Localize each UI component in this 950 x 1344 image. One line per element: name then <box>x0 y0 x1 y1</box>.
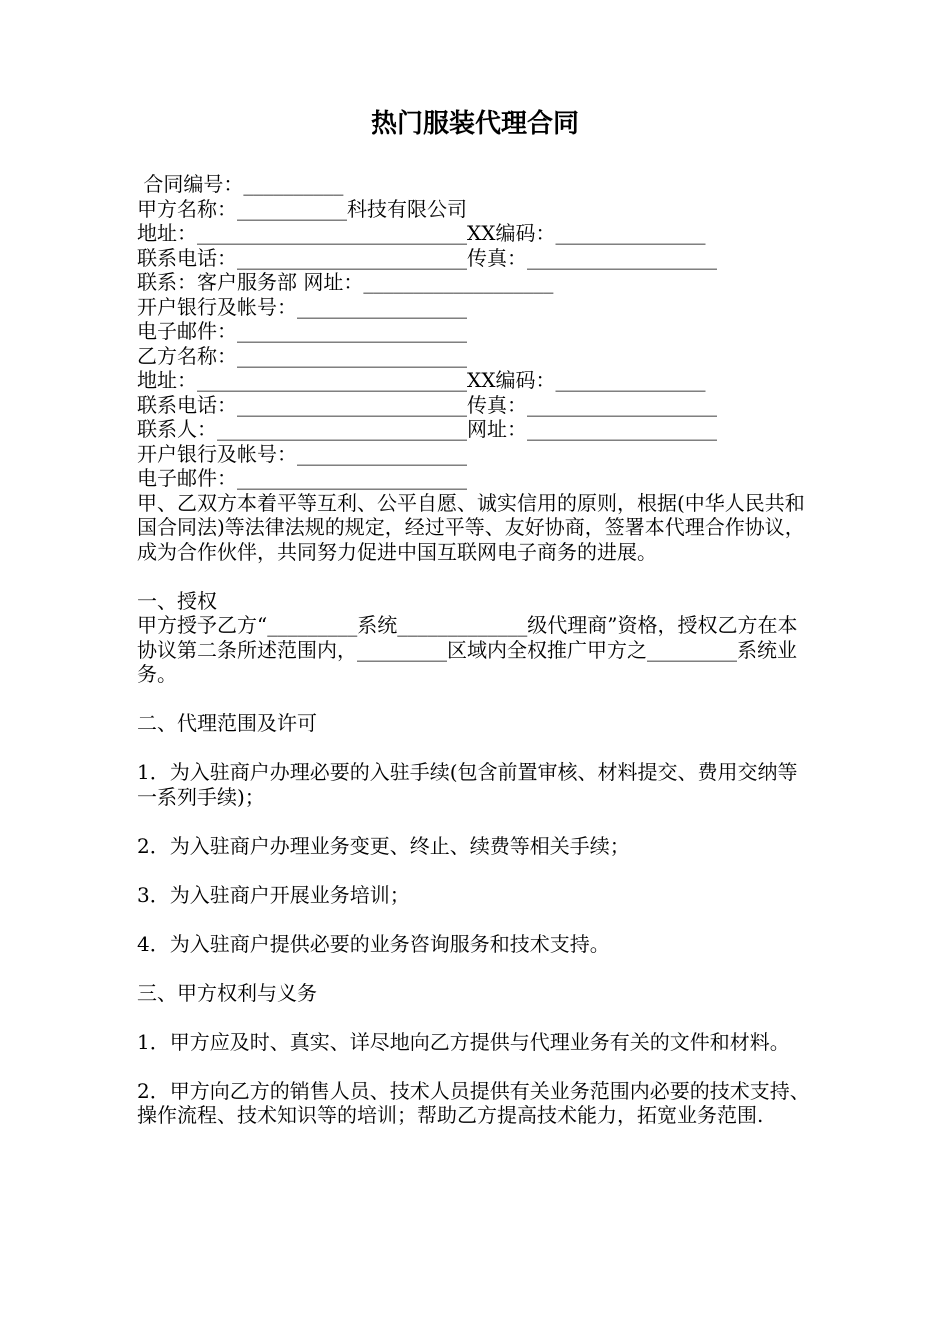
document-title: 热门服装代理合同 <box>370 109 579 139</box>
spacer <box>137 907 817 932</box>
party-a-name-line: 甲方名称：___________科技有限公司 <box>137 196 467 221</box>
section-2-item: 4．为入驻商户提供必要的业务咨询服务和技术支持。 <box>137 931 610 956</box>
section-3-item: 2．甲方向乙方的销售人员、技术人员提供有关业务范围内必要的技术支持、操作流程、技术知识等的培训；帮助乙方提高技术能力，拓宽业务范围. <box>137 1078 810 1127</box>
party-a-address-line: 地址：___________________________XX编码：_______________ <box>137 221 706 245</box>
spacer <box>137 809 817 834</box>
section-2-item: 3．为入驻商户开展业务培训； <box>137 882 410 907</box>
party-b-phone-line: 联系电话：_______________________传真：___________________ <box>137 392 717 417</box>
party-a-contact-line: 联系：客户服务部 网址：___________________ <box>137 270 554 294</box>
spacer <box>137 736 817 761</box>
spacer <box>137 564 817 589</box>
party-b-contact-line: 联系人：_________________________网址：___________________ <box>137 417 717 441</box>
contract-number-line: 合同编号：__________ <box>137 172 344 196</box>
section-3-heading: 三、甲方权利与义务 <box>137 980 317 1005</box>
section-1-heading: 一、授权 <box>137 588 217 613</box>
document-body <box>137 172 817 1128</box>
party-a-email-line: 电子邮件：_______________________ <box>137 319 467 343</box>
party-a-phone-line: 联系电话：_______________________传真：___________________ <box>137 245 717 270</box>
section-3-item: 1．甲方应及时、真实、详尽地向乙方提供与代理业务有关的文件和材料。 <box>137 1029 790 1054</box>
party-b-bank-line: 开户银行及帐号：_________________ <box>137 441 467 466</box>
intro-paragraph: 甲、乙双方本着平等互利、公平自愿、诚实信用的原则，根据(中华人民共和国合同法)等法律法规的规定，经过平等、友好协商，签署本代理合作协议，成为合作伙伴，共同努力促进中国互联网电子商务的进展。 <box>137 490 805 564</box>
party-a-bank-line: 开户银行及帐号：_________________ <box>137 294 467 319</box>
section-2-heading: 二、代理范围及许可 <box>137 711 317 735</box>
spacer <box>137 956 817 981</box>
party-b-name-line: 乙方名称：_______________________ <box>137 343 467 368</box>
spacer <box>137 687 817 712</box>
section-2-item: 2．为入驻商户办理业务变更、终止、续费等相关手续； <box>137 833 630 858</box>
section-2-item: 1．为入驻商户办理必要的入驻手续(包含前置审核、材料提交、费用交纳等一系列手续)； <box>137 760 798 809</box>
party-b-email-line: 电子邮件：_______________________ <box>137 466 467 490</box>
party-b-address-line: 地址：___________________________XX编码：_______________ <box>137 368 706 392</box>
section-1-text: 甲方授予乙方“_________系统_____________级代理商”资格，授权乙方在本协议第二条所述范围内，_________区域内全权推广甲方之_________系统业务。 <box>137 613 798 686</box>
spacer <box>137 858 817 883</box>
spacer <box>137 1054 817 1079</box>
spacer <box>137 1005 817 1030</box>
